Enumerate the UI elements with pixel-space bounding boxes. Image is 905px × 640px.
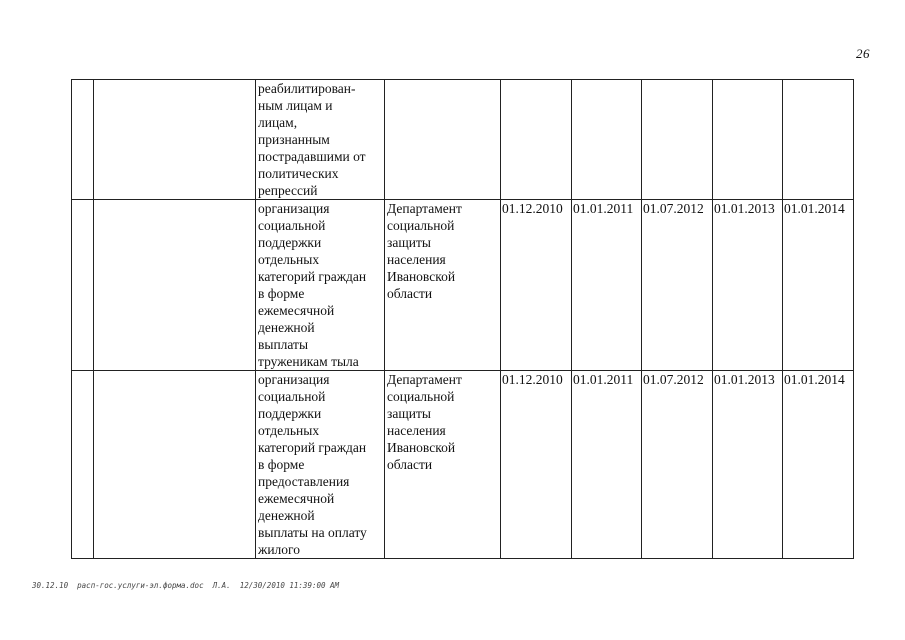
date-cell xyxy=(642,80,713,200)
date-cell xyxy=(713,80,783,200)
blank-cell xyxy=(94,200,256,371)
department-cell xyxy=(385,80,501,200)
date-cell: 01.07.2012 xyxy=(642,200,713,371)
date-cell: 01.12.2010 xyxy=(501,371,572,559)
date-cell: 01.12.2010 xyxy=(501,200,572,371)
date-cell: 01.01.2011 xyxy=(572,371,642,559)
date-cell: 01.01.2013 xyxy=(713,200,783,371)
page-number: 26 xyxy=(856,46,870,61)
services-table xyxy=(71,79,854,559)
blank-cell xyxy=(94,371,256,559)
table-row xyxy=(72,200,854,371)
blank-cell xyxy=(94,80,256,200)
department-cell: Департамент социальной защиты населения Ивановской области xyxy=(385,371,501,559)
date-cell xyxy=(783,80,854,200)
date-cell: 01.07.2012 xyxy=(642,371,713,559)
date-cell: 01.01.2013 xyxy=(713,371,783,559)
date-cell: 01.01.2014 xyxy=(783,371,854,559)
service-name-cell: реабилитирован- ным лицам и лицам, признанным пострадавшими от политических репрессий xyxy=(256,80,385,200)
date-cell: 01.01.2011 xyxy=(572,200,642,371)
date-cell xyxy=(572,80,642,200)
table-row xyxy=(72,80,854,200)
service-name-cell: организация социальной поддержки отдельных категорий граждан в форме предоставления ежемесячной денежной выплаты на оплату жилого xyxy=(256,371,385,559)
number-cell xyxy=(72,200,94,371)
department-cell: Департамент социальной защиты населения Ивановской области xyxy=(385,200,501,371)
service-name-cell: организация социальной поддержки отдельных категорий граждан в форме ежемесячной денежной выплаты труженикам тыла xyxy=(256,200,385,371)
number-cell xyxy=(72,80,94,200)
number-cell xyxy=(72,371,94,559)
document-footer: 30.12.10 расп-гос.услуги-эл.форма.doc Л.А. 12/30/2010 11:39:00 AM xyxy=(32,581,340,590)
date-cell: 01.01.2014 xyxy=(783,200,854,371)
date-cell xyxy=(501,80,572,200)
table-row xyxy=(72,371,854,559)
